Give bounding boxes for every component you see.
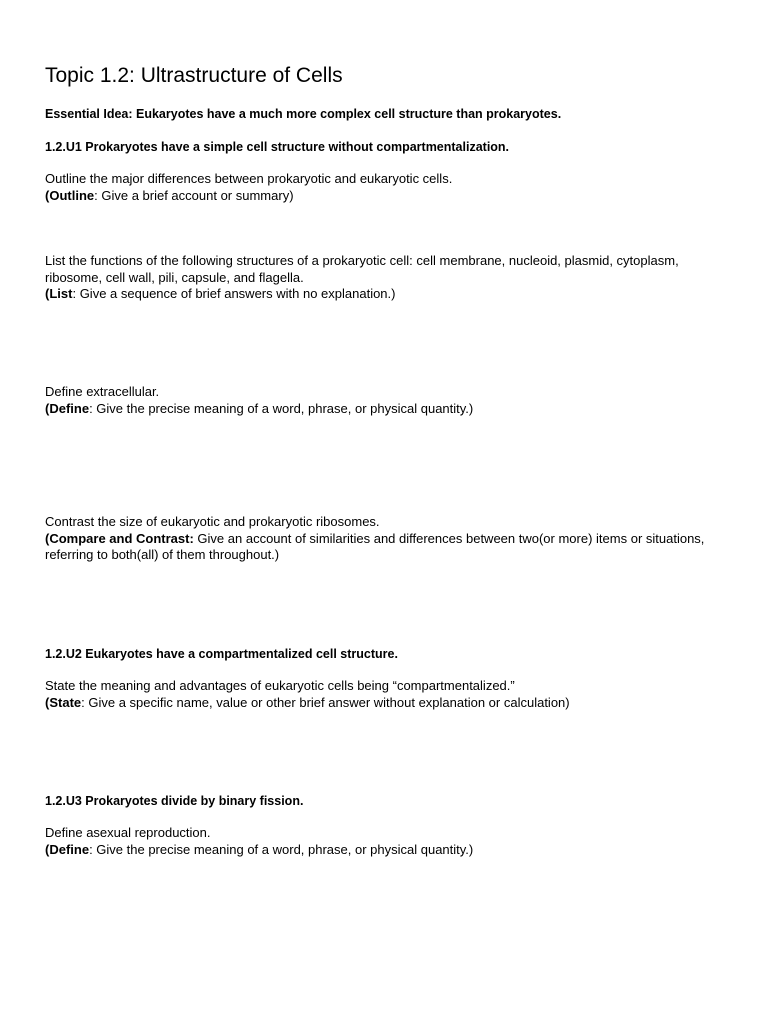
command-term: State — [49, 694, 82, 710]
prompt-contrast-ribosomes — [45, 514, 735, 564]
prompt-question: Outline the major differences between prokaryotic and eukaryotic cells. — [45, 171, 453, 186]
prompt-define-extracellular — [45, 384, 735, 417]
command-term-hint: (Outline: Give a brief account or summary) — [45, 187, 294, 203]
command-term-hint: (Compare and Contrast: Give an account of similarities and differences between two(or more) items or situations, referring to both(all) of them throughout.) — [45, 530, 705, 562]
prompt-state-compartmentalized — [45, 678, 735, 711]
prompt-list-functions — [45, 253, 735, 303]
command-term-definition: : Give a sequence of brief answers with no explanation.) — [72, 286, 396, 301]
command-term: Define — [49, 841, 90, 857]
command-term-definition: : Give a specific name, value or other brief answer without explanation or calculation) — [81, 694, 570, 710]
command-term: Outline — [49, 187, 95, 203]
section-heading-u3: 1.2.U3 Prokaryotes divide by binary fission. — [45, 794, 304, 808]
prompt-question: List the functions of the following structures of a prokaryotic cell: cell membrane, nucleoid, plasmid, cytoplasm, ribosome, cell wall, pili, capsule, and flagella. — [45, 253, 679, 285]
command-term-hint: (Define: Give the precise meaning of a word, phrase, or physical quantity.) — [45, 841, 474, 857]
command-term-hint: (State: Give a specific name, value or other brief answer without explanation or calculation) — [45, 694, 570, 710]
command-term-definition: : Give the precise meaning of a word, phrase, or physical quantity.) — [89, 400, 474, 416]
page-title: Topic 1.2: Ultrastructure of Cells — [45, 64, 343, 87]
command-term: Define — [49, 400, 90, 416]
command-term: Compare and Contrast: — [49, 530, 194, 546]
command-term-hint: (List: Give a sequence of brief answers with no explanation.) — [45, 286, 396, 301]
prompt-question: Define extracellular. — [45, 384, 160, 399]
command-term: List — [49, 286, 73, 301]
essential-idea: Essential Idea: Eukaryotes have a much more complex cell structure than prokaryotes. — [45, 107, 562, 121]
prompt-question: Contrast the size of eukaryotic and prokaryotic ribosomes. — [45, 514, 380, 529]
section-heading-u1: 1.2.U1 Prokaryotes have a simple cell structure without compartmentalization. — [45, 140, 510, 154]
prompt-question: State the meaning and advantages of eukaryotic cells being “compartmentalized.” — [45, 678, 515, 693]
prompt-question: Define asexual reproduction. — [45, 825, 211, 840]
command-term-definition: Give an account of similarities and differences between two(or more) items or situations, referring to both(all) of them throughout.) — [45, 530, 705, 562]
prompt-define-asexual-reproduction — [45, 825, 735, 858]
command-term-definition: : Give the precise meaning of a word, phrase, or physical quantity.) — [89, 841, 474, 857]
command-term-hint: (Define: Give the precise meaning of a word, phrase, or physical quantity.) — [45, 400, 474, 416]
worksheet-page — [45, 0, 735, 1024]
section-heading-u2: 1.2.U2 Eukaryotes have a compartmentalized cell structure. — [45, 647, 398, 661]
prompt-outline-differences — [45, 171, 735, 204]
command-term-definition: : Give a brief account or summary) — [94, 187, 294, 203]
